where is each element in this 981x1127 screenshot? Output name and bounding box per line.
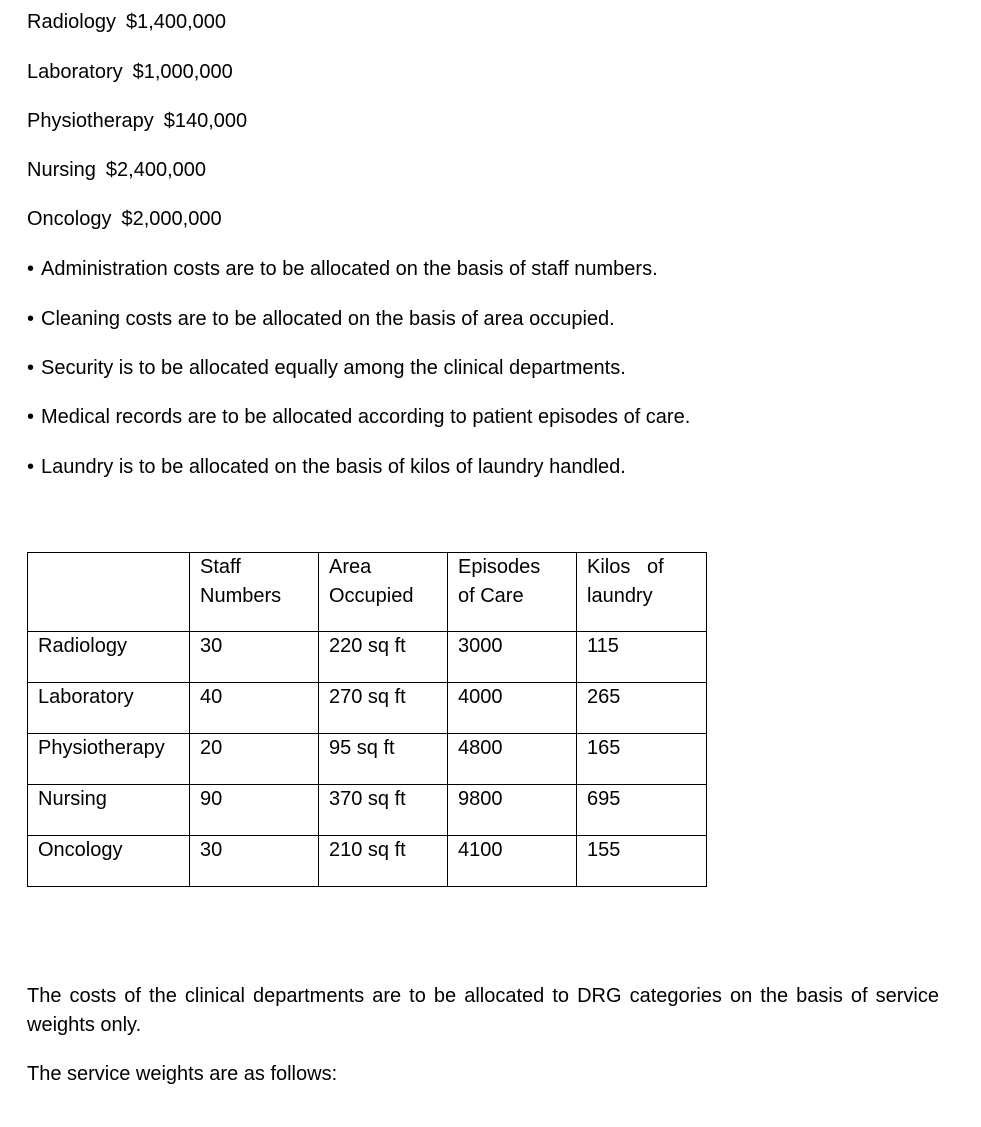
cell-department: Oncology <box>28 836 190 887</box>
header-line: laundry <box>587 585 653 607</box>
table-row <box>28 836 707 887</box>
cell-area: 220 sq ft <box>319 632 448 683</box>
budget-line-oncology <box>27 207 222 231</box>
cell-staff: 30 <box>190 836 319 887</box>
allocation-basis-table <box>27 552 707 887</box>
rule-text: Medical records are to be allocated according to patient episodes of care. <box>41 406 691 428</box>
header-line: Area <box>329 556 372 578</box>
rule-text: Cleaning costs are to be allocated on the basis of area occupied. <box>41 308 615 330</box>
cell-department: Laboratory <box>28 683 190 734</box>
table-row <box>28 734 707 785</box>
budget-department: Radiology <box>27 11 116 33</box>
cell-episodes: 4000 <box>448 683 577 734</box>
rule-cleaning <box>27 307 615 331</box>
budget-line-radiology <box>27 10 226 34</box>
budget-line-physiotherapy <box>27 109 247 133</box>
cell-staff: 40 <box>190 683 319 734</box>
bullet-icon: • <box>27 406 35 428</box>
budget-amount: $1,000,000 <box>132 61 233 83</box>
cell-department: Radiology <box>28 632 190 683</box>
service-weights-intro: The service weights are as follows: <box>27 1063 338 1085</box>
rule-security <box>27 356 626 380</box>
header-line: of <box>647 556 664 578</box>
rule-administration <box>27 257 658 281</box>
cell-episodes: 4800 <box>448 734 577 785</box>
rule-text: Administration costs are to be allocated on the basis of staff numbers. <box>41 258 658 280</box>
cell-area: 210 sq ft <box>319 836 448 887</box>
bullet-icon: • <box>27 308 35 330</box>
cell-staff: 90 <box>190 785 319 836</box>
cell-episodes: 9800 <box>448 785 577 836</box>
header-line: of Care <box>458 585 524 607</box>
cell-kilos: 155 <box>577 836 707 887</box>
cell-area: 95 sq ft <box>319 734 448 785</box>
header-staff-numbers <box>190 553 319 632</box>
cell-episodes: 3000 <box>448 632 577 683</box>
cell-kilos: 265 <box>577 683 707 734</box>
budget-amount: $2,400,000 <box>105 159 207 181</box>
header-line: Staff <box>200 556 241 578</box>
header-area-occupied <box>319 553 448 632</box>
table-row <box>28 632 707 683</box>
header-episodes-of-care <box>448 553 577 632</box>
cell-staff: 20 <box>190 734 319 785</box>
budget-department: Nursing <box>27 159 96 181</box>
cell-area: 270 sq ft <box>319 683 448 734</box>
cell-department: Nursing <box>28 785 190 836</box>
header-line: Numbers <box>200 585 282 607</box>
rule-medical-records <box>27 405 690 429</box>
budget-amount: $140,000 <box>163 110 248 132</box>
rule-text: Laundry is to be allocated on the basis of kilos of laundry handled. <box>41 456 626 478</box>
budget-amount: $2,000,000 <box>121 208 222 230</box>
cell-area: 370 sq ft <box>319 785 448 836</box>
bullet-icon: • <box>27 357 35 379</box>
cell-kilos: 115 <box>577 632 707 683</box>
cell-kilos: 165 <box>577 734 707 785</box>
drg-allocation-paragraph: The costs of the clinical departments are to be allocated to DRG categories on the basis of service weights only. <box>27 985 939 1036</box>
budget-department: Oncology <box>27 208 112 230</box>
table-header-row <box>28 553 707 632</box>
rule-laundry <box>27 455 626 479</box>
cell-department: Physiotherapy <box>28 734 190 785</box>
table-row <box>28 785 707 836</box>
table-row <box>28 683 707 734</box>
cell-kilos: 695 <box>577 785 707 836</box>
header-kilos-of-laundry <box>577 553 707 632</box>
rule-text: Security is to be allocated equally among the clinical departments. <box>41 357 626 379</box>
budget-line-laboratory <box>27 60 233 84</box>
header-line: Episodes <box>458 556 541 578</box>
header-line: Kilos <box>587 556 631 578</box>
budget-department: Laboratory <box>27 61 123 83</box>
bullet-icon: • <box>27 456 35 478</box>
header-line: Occupied <box>329 585 414 607</box>
bullet-icon: • <box>27 258 35 280</box>
budget-department: Physiotherapy <box>27 110 154 132</box>
budget-amount: $1,400,000 <box>125 11 227 33</box>
budget-line-nursing <box>27 158 206 182</box>
cell-staff: 30 <box>190 632 319 683</box>
table-corner-cell <box>28 553 190 632</box>
cell-episodes: 4100 <box>448 836 577 887</box>
